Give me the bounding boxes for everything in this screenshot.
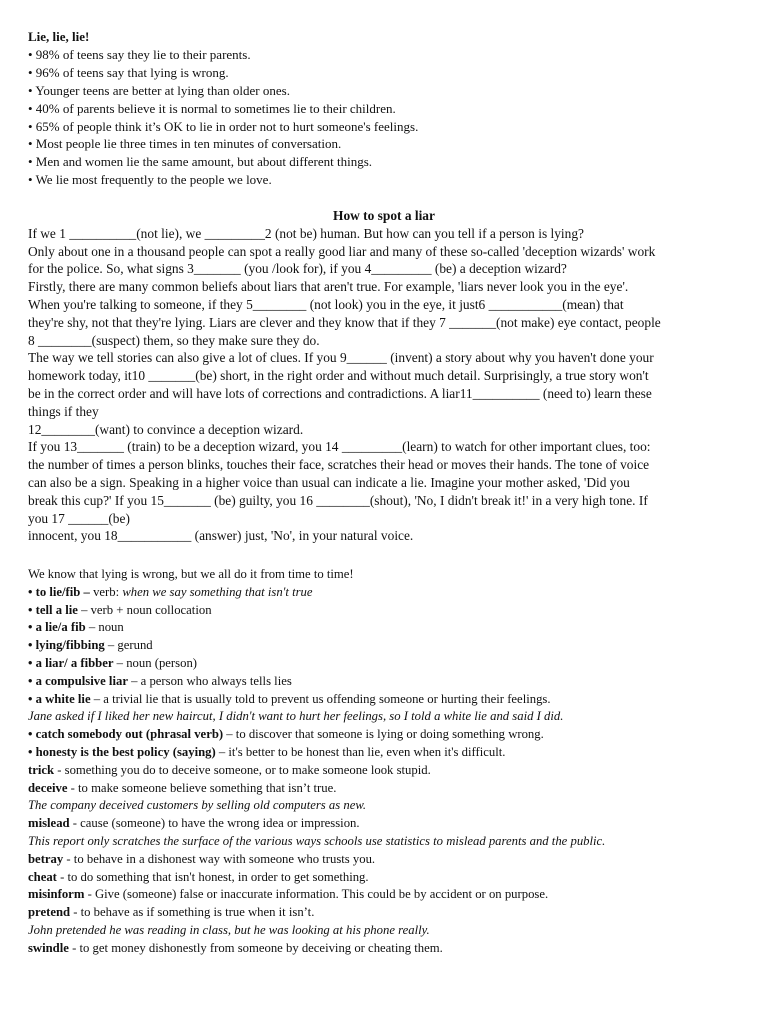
vocabulary-term: pretend xyxy=(28,905,71,920)
vocabulary-entry xyxy=(28,584,748,602)
vocabulary-example: Jane asked if I liked her new haircut, I didn't want to hurt her feelings, so I told a white lie and said I did. xyxy=(28,709,564,724)
stats-section xyxy=(28,28,748,189)
vocabulary-entry xyxy=(28,815,748,833)
stat-item: • Men and women lie the same amount, but about different things. xyxy=(28,154,373,170)
vocabulary-definition: - to get money dishonestly from someone by deceiving or cheating them. xyxy=(68,940,443,955)
vocabulary-entry xyxy=(28,904,748,922)
vocabulary-definition: – a person who always tells lies xyxy=(127,673,292,688)
stat-item: • We lie most frequently to the people we love. xyxy=(28,172,272,188)
exercise-line: Firstly, there are many common beliefs about liars that aren't true. For example, 'liars never look you in the eye'. xyxy=(28,279,629,295)
vocabulary-term: • a liar/ a fibber xyxy=(28,655,114,670)
vocabulary-term: cheat xyxy=(28,869,57,884)
vocabulary-definition: – verb + noun collocation xyxy=(77,602,212,617)
stats-title: Lie, lie, lie! xyxy=(28,29,90,44)
exercise-line: the number of times a person blinks, touches their face, scratches their head or moves their hands. The tone of voice xyxy=(28,457,650,473)
exercise-heading: How to spot a liar xyxy=(333,208,435,223)
stat-item: • 40% of parents believe it is normal to sometimes lie to their children. xyxy=(28,100,396,116)
vocabulary-entry xyxy=(28,673,748,691)
vocabulary-entry xyxy=(28,655,748,673)
exercise-line: The way we tell stories can also give a lot of clues. If you 9______ (invent) a story about why you haven't done your xyxy=(28,350,654,366)
exercise-line: If we 1 __________(not lie), we _________2 (not be) human. But how can you tell if a person is lying? xyxy=(28,225,584,241)
exercise-line: can also be a sign. Speaking in a higher voice than usual can indicate a lie. Imagine your mother asked, 'Did you xyxy=(28,474,630,490)
stat-item: • Younger teens are better at lying than older ones. xyxy=(28,82,290,98)
vocabulary-entry xyxy=(28,762,748,780)
vocabulary-term: swindle xyxy=(28,940,69,955)
vocabulary-definition: - to do something that isn't honest, in order to get something. xyxy=(56,869,369,884)
vocabulary-definition: - something you do to deceive someone, or to make someone look stupid. xyxy=(54,762,431,777)
stat-item: • 98% of teens say they lie to their parents. xyxy=(28,46,251,62)
vocabulary-definition: – it's better to be honest than lie, even when it's difficult. xyxy=(215,744,506,759)
vocabulary-entry xyxy=(28,744,748,762)
exercise-line: 8 ________(suspect) them, so they make sure they do. xyxy=(28,332,320,348)
vocabulary-definition: – noun (person) xyxy=(113,655,198,670)
exercise-line: break this cup?' If you 15_______ (be) guilty, you 16 ________(shout), 'No, I didn't break it!' in a very high tone. If xyxy=(28,492,648,508)
exercise-line: innocent, you 18___________ (answer) just, 'No', in your natural voice. xyxy=(28,528,414,544)
vocabulary-definition: verb: xyxy=(89,584,123,599)
vocabulary-entry xyxy=(28,869,748,887)
vocabulary-entry xyxy=(28,691,748,709)
example-sentence xyxy=(28,833,748,851)
exercise-section xyxy=(28,207,740,545)
exercise-line: things if they xyxy=(28,403,99,419)
exercise-line: you 17 ______(be) xyxy=(28,510,130,526)
exercise-line: Only about one in a thousand people can spot a really good liar and many of these so-called 'deception wizards' work xyxy=(28,243,656,259)
vocabulary-entry xyxy=(28,780,748,798)
vocabulary-entry xyxy=(28,726,748,744)
stat-item: • 96% of teens say that lying is wrong. xyxy=(28,64,229,80)
exercise-line: If you 13_______ (train) to be a deception wizard, you 14 _________(learn) to watch for other important clues, too: xyxy=(28,439,651,455)
exercise-text xyxy=(28,225,740,545)
vocabulary-term: trick xyxy=(28,762,55,777)
vocabulary-list xyxy=(28,584,748,958)
vocabulary-term: betray xyxy=(28,851,64,866)
vocabulary-definition: - Give (someone) false or inaccurate information. This could be by accident or on purpose. xyxy=(84,887,549,902)
exercise-line: When you're talking to someone, if they 5________ (not look) you in the eye, it just6 ___________(mean) that xyxy=(28,296,624,312)
vocabulary-term: deceive xyxy=(28,780,68,795)
vocabulary-example: John pretended he was reading in class, but he was looking at his phone really. xyxy=(28,922,430,937)
exercise-line: be in the correct order and will have lots of corrections and contradictions. A liar11__________ (need to) learn these xyxy=(28,385,652,401)
vocabulary-example: when we say something that isn't true xyxy=(122,584,313,599)
vocabulary-example: This report only scratches the surface of the various ways schools use statistics to mislead parents and the public. xyxy=(28,833,606,848)
vocabulary-intro: We know that lying is wrong, but we all do it from time to time! xyxy=(28,567,354,581)
vocabulary-entry xyxy=(28,886,748,904)
example-sentence xyxy=(28,797,748,815)
vocabulary-definition: - to make someone believe something that isn’t true. xyxy=(67,780,337,795)
vocabulary-definition: - to behave as if something is true when it isn’t. xyxy=(70,905,315,920)
vocabulary-entry xyxy=(28,619,748,637)
stats-list xyxy=(28,46,748,189)
exercise-line: for the police. So, what signs 3_______ (you /look for), if you 4_________ (be) a deception wizard? xyxy=(28,261,567,277)
vocabulary-entry xyxy=(28,851,748,869)
exercise-line: homework today, it10 _______(be) short, in the right order and without much detail. Surprisingly, a true story won't xyxy=(28,368,649,384)
vocabulary-term: mislead xyxy=(28,816,70,831)
vocabulary-term: • lying/fibbing xyxy=(28,638,105,653)
vocabulary-entry xyxy=(28,602,748,620)
vocabulary-entry xyxy=(28,940,748,958)
vocabulary-term: • to lie/fib – xyxy=(28,584,90,599)
vocabulary-term: • catch somebody out (phrasal verb) xyxy=(28,727,224,742)
vocabulary-term: • tell a lie xyxy=(28,602,78,617)
stat-item: • Most people lie three times in ten minutes of conversation. xyxy=(28,136,342,152)
vocabulary-term: • a white lie xyxy=(28,691,91,706)
stat-item: • 65% of people think it’s OK to lie in order not to hurt someone's feelings. xyxy=(28,118,419,134)
vocabulary-definition: – gerund xyxy=(104,638,153,653)
vocabulary-term: • a lie/a fib xyxy=(28,620,86,635)
vocabulary-definition: - to behave in a dishonest way with someone who trusts you. xyxy=(63,851,376,866)
example-sentence xyxy=(28,922,748,940)
vocabulary-definition: – noun xyxy=(85,620,124,635)
example-sentence xyxy=(28,708,748,726)
vocabulary-term: • a compulsive liar xyxy=(28,673,128,688)
vocabulary-example: The company deceived customers by selling old computers as new. xyxy=(28,798,367,813)
vocabulary-term: • honesty is the best policy (saying) xyxy=(28,744,216,759)
vocabulary-definition: – to discover that someone is lying or doing something wrong. xyxy=(223,727,544,742)
vocabulary-definition: - cause (someone) to have the wrong idea or impression. xyxy=(69,816,360,831)
vocabulary-entry xyxy=(28,637,748,655)
vocabulary-section xyxy=(28,566,748,958)
vocabulary-term: misinform xyxy=(28,887,85,902)
exercise-line: 12________(want) to convince a deception wizard. xyxy=(28,421,304,437)
vocabulary-definition: – a trivial lie that is usually told to prevent us offending someone or hurting their feelings. xyxy=(90,691,551,706)
exercise-line: they're shy, not that they're lying. Liars are clever and they know that if they 7 _______(not make) eye contact, people xyxy=(28,314,661,330)
